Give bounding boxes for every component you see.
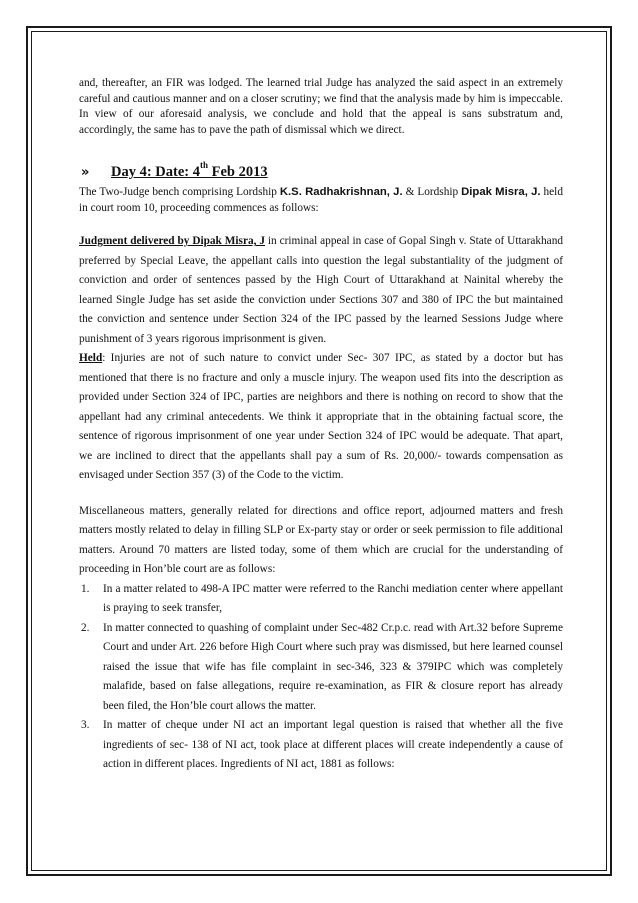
day-heading-text: Day 4: Date: 4th Feb 2013 bbox=[111, 160, 268, 180]
double-chevron-icon: » bbox=[81, 165, 90, 180]
list-number: 3. bbox=[81, 719, 90, 731]
bench-paragraph: The Two-Judge bench comprising Lordship K.S. Radhakrishnan, J. & Lordship Dipak Misra, J. held in court room 10, proceeding commences as follows: bbox=[79, 186, 563, 214]
list-number: 2. bbox=[81, 621, 90, 634]
day-heading bbox=[79, 162, 563, 183]
held-paragraph: Held: Injuries are not of such nature to convict under Sec- 307 IPC, as stated by a doctor but has mentioned that there is no fracture and only a muscle injury. The weapon used fits into the description as provided under Section 324 of IPC, parties are neighbors and there is nothing on record to show that the appellant had any criminal antecedents. We think it appropriate that in the obtaining factual score, the sentence of rigorous imprisonment of one year under Section 324 of IPC would be adequate. That apart, we are inclined to direct that the appellants shall pay a sum of Rs. 20,000/- towards compensation as envisaged under Section 357 (3) of the Code to the victim. bbox=[79, 352, 563, 481]
list-item bbox=[79, 716, 563, 775]
judge-name: K.S. Radhakrishnan, J. bbox=[279, 186, 403, 198]
list-item-text: In a matter related to 498-A IPC matter were referred to the Ranchi mediation center where appellant is praying to seek transfer, bbox=[103, 582, 563, 614]
spacer bbox=[79, 216, 563, 232]
held-label: Held bbox=[79, 352, 103, 364]
judge-name: Dipak Misra, J. bbox=[461, 186, 541, 198]
spacer bbox=[79, 138, 563, 162]
judgment-label: Judgment delivered by Dipak Misra, J bbox=[79, 235, 265, 247]
list-item-text: In matter connected to quashing of complaint under Sec-482 Cr.p.c. read with Art.32 before Supreme Court and under Art. 226 before High Court where such pray was dismissed, but here learned counsel raised the issue that wife has file complaint in sec-346, 323 & 379IPC which was completely malafide, based on false allegations, require re-examination, as FIR & closure report has already been filed, the Hon’ble court allows the matter. bbox=[103, 621, 563, 712]
list-item-text: In matter of cheque under NI act an important legal question is raised that whether all the five ingredients of sec- 138 of NI act, took place at different places will create independently a cause of action in different places. Ingredients of NI act, 1881 as follows: bbox=[103, 719, 563, 770]
list-item bbox=[79, 580, 563, 619]
intro-paragraph: and, thereafter, an FIR was lodged. The learned trial Judge has analyzed the said aspect in an extremely careful and cautious manner and on a closer scrutiny; we find that the analysis made by him is impeccable. In view of our aforesaid analysis, we conclude and hold that the appeal is sans substratum and, accordingly, the same has to pave the path of dismissal which we direct. bbox=[79, 77, 563, 136]
document-body bbox=[79, 76, 563, 775]
misc-paragraph: Miscellaneous matters, generally related for directions and office report, adjourned matters and fresh matters mostly related to delay in filling SLP or Ex-party stay or order or seek permission to file additional matters. Around 70 matters are listed today, some of them which are crucial for the understanding of proceeding in Hon’ble court are as follows: bbox=[79, 504, 563, 575]
judgment-paragraph: Judgment delivered by Dipak Misra, J in criminal appeal in case of Gopal Singh v. State of Uttarakhand preferred by Special Leave, the appellant calls into question the legal substantiality of the judgment of conviction and order of sentences passed by the High Court of Uttarakhand at Nainital whereby the learned Single Judge has set aside the conviction under Sections 307 and 380 of IPC the but maintained the conviction and sentence under Section 324 of the IPC passed by the learned Sessions Judge where punishment of 3 years rigorous imprisonment is given. bbox=[79, 235, 563, 345]
list-number: 1. bbox=[81, 582, 90, 595]
matters-list bbox=[79, 580, 563, 775]
list-item bbox=[79, 619, 563, 717]
spacer bbox=[79, 486, 563, 502]
